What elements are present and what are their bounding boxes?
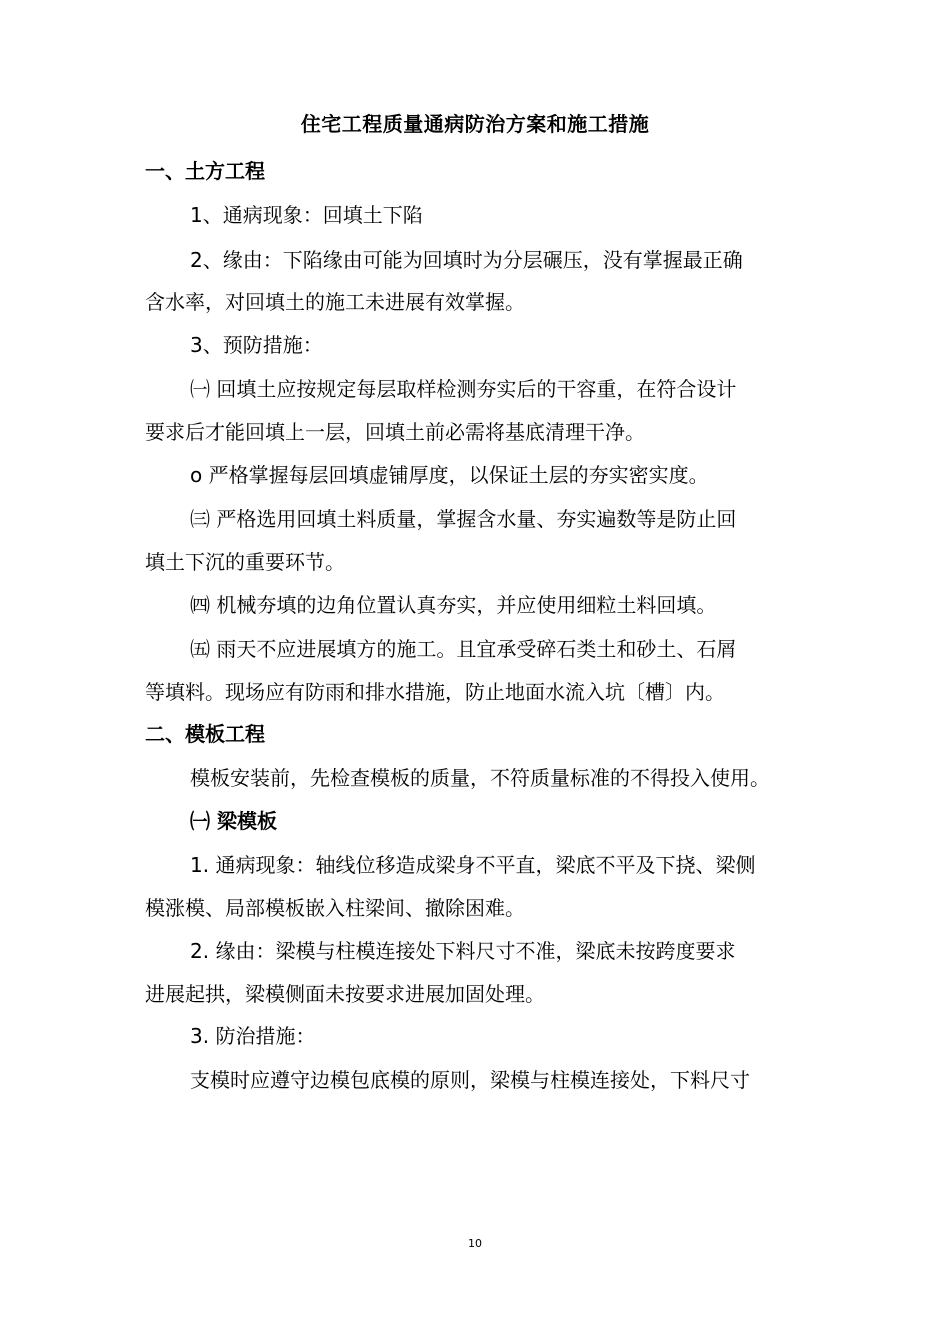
paragraph: 进展起拱，梁模侧面未按要求进展加固处理。 [145, 982, 545, 1006]
section-heading-formwork: 二、模板工程 [145, 722, 265, 746]
page-number: 10 [468, 1237, 482, 1250]
paragraph: 模涨模、局部模板嵌入柱梁间、撤除困难。 [145, 896, 525, 920]
paragraph: 1. 通病现象：轴线位移造成梁身不平直，梁底不平及下挠、梁侧 [190, 853, 756, 877]
list-item: ㈤ 雨天不应进展填方的施工。且宜承受碎石类土和砂土、石屑 [190, 637, 737, 661]
paragraph: 2. 缘由：梁模与柱模连接处下料尺寸不准，梁底未按跨度要求 [190, 939, 736, 963]
list-item: 要求后才能回填上一层，回填土前必需将基底清理干净。 [145, 420, 645, 444]
paragraph: 1、通病现象：回填土下陷 [190, 203, 423, 227]
paragraph: 支模时应遵守边模包底模的原则，梁模与柱模连接处，下料尺寸 [190, 1068, 750, 1092]
list-item: ㈣ 机械夯填的边角位置认真夯实，并应使用细粒土料回填。 [190, 593, 717, 617]
subsection-heading-beam-formwork: ㈠ 梁模板 [190, 809, 277, 833]
document-title: 住宅工程质量通病防治方案和施工措施 [300, 112, 650, 136]
paragraph: 模板安装前，先检查模板的质量，不符质量标准的不得投入使用。 [190, 766, 770, 790]
list-item: ㈢ 严格选用回填土料质量，掌握含水量、夯实遍数等是防止回 [190, 507, 737, 531]
list-item: o 严格掌握每层回填虚铺厚度，以保证土层的夯实密实度。 [190, 463, 709, 487]
section-heading-earthwork: 一、土方工程 [145, 159, 265, 183]
paragraph: 3. 防治措施： [190, 1024, 316, 1048]
paragraph: 含水率，对回填土的施工未进展有效掌握。 [145, 290, 525, 314]
list-item: ㈠ 回填土应按规定每层取样检测夯实后的干容重，在符合设计 [190, 377, 737, 401]
paragraph: 3、预防措施： [190, 333, 323, 357]
list-item: 填土下沉的重要环节。 [145, 550, 345, 574]
paragraph: 2、缘由：下陷缘由可能为回填时为分层碾压，没有掌握最正确 [190, 248, 743, 272]
list-item: 等填料。现场应有防雨和排水措施，防止地面水流入坑〔槽〕内。 [145, 680, 725, 704]
